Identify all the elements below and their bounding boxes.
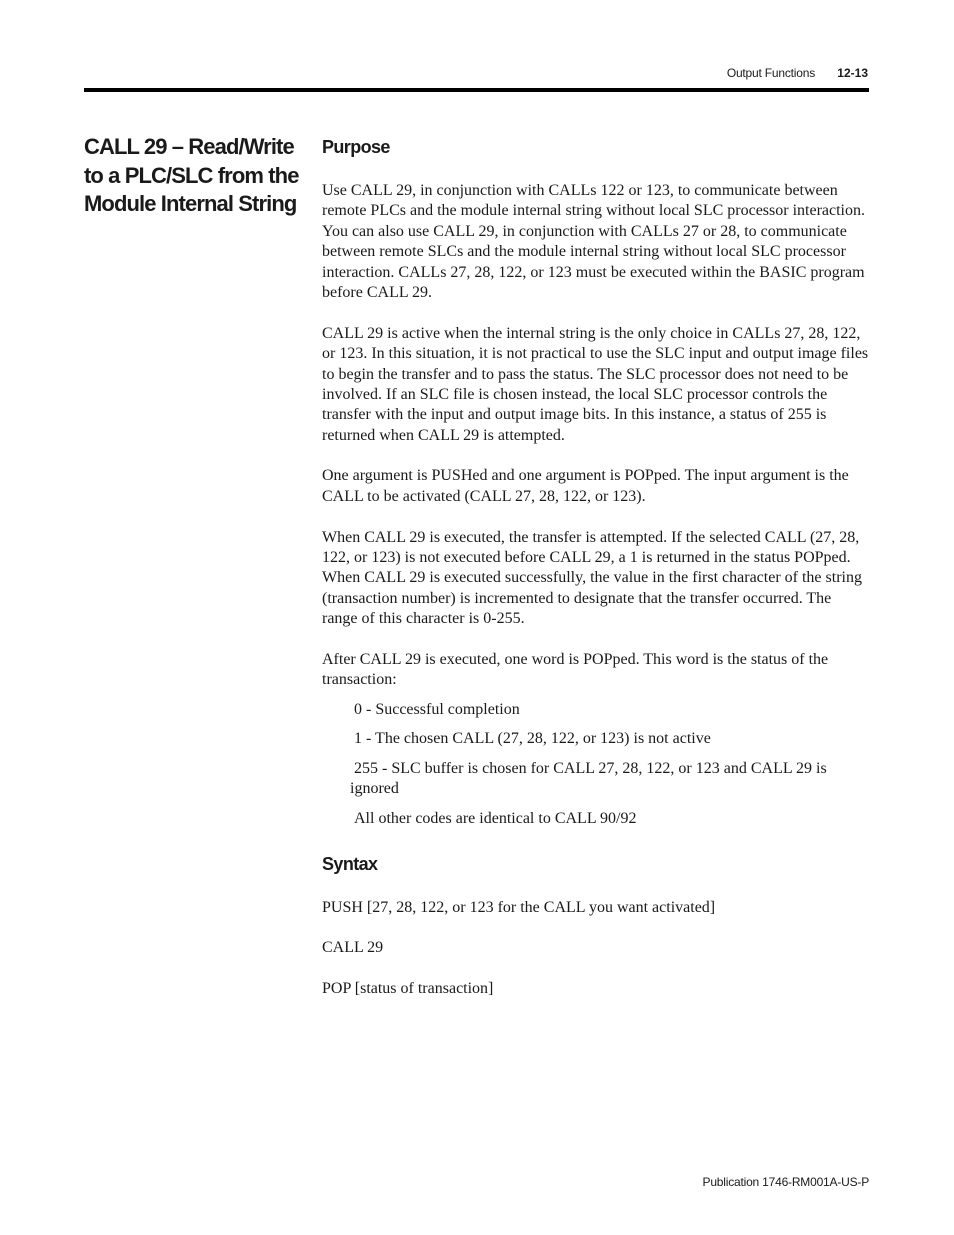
header-section-title: Output Functions bbox=[726, 66, 815, 80]
running-header bbox=[84, 64, 869, 84]
syntax-line: CALL 29 bbox=[322, 939, 384, 957]
purpose-paragraph: When CALL 29 is executed, the transfer is attempted. If the selected CALL (27, 28, 122, or 123) is not executed before CALL 29, a 1 is returned in the status POPped. When CALL 29 is executed successfully, the value in the first character of the string (transaction number) is incremented to designate that the transfer occurred. The range of this character is 0-255. bbox=[322, 528, 862, 628]
status-code-item bbox=[350, 729, 870, 749]
syntax-block bbox=[322, 898, 870, 999]
status-code-item bbox=[350, 809, 870, 829]
page-number: 12-13 bbox=[837, 66, 868, 80]
header-rule bbox=[84, 88, 869, 92]
purpose-paragraph: After CALL 29 is executed, one word is POPped. This word is the status of the transaction: bbox=[322, 650, 829, 689]
status-code-item bbox=[350, 700, 870, 720]
purpose-paragraph: CALL 29 is active when the internal string is the only choice in CALLs 27, 28, 122, or 123. In this situation, it is not practical to use the SLC input and output image files to begin the transfer and to pass the status. The SLC processor does not need to be involved. If an SLC file is chosen instead, the local SLC processor controls the transfer with the input and output image bits. In this instance, a status of 255 is returned when CALL 29 is attempted. bbox=[322, 324, 869, 444]
status-code-text: 0 - Successful completion bbox=[354, 701, 520, 719]
syntax-line: POP [status of transaction] bbox=[322, 979, 494, 997]
status-code-text: 1 - The chosen CALL (27, 28, 122, or 123) is not active bbox=[354, 730, 711, 748]
syntax-heading: Syntax bbox=[322, 854, 378, 875]
publication-footer: Publication 1746-RM001A-US-P bbox=[702, 1175, 869, 1189]
status-code-text: All other codes are identical to CALL 90/92 bbox=[354, 809, 637, 827]
purpose-paragraph: Use CALL 29, in conjunction with CALLs 122 or 123, to communicate between remote PLCs and the module internal string without local SLC processor interaction. You can also use CALL 29, in conjunction with CALLs 27 or 28, to communicate between remote SLCs and the module internal string without local SLC processor interaction. CALLs 27, 28, 122, or 123 must be executed within the BASIC program before CALL 29. bbox=[322, 182, 865, 302]
purpose-heading: Purpose bbox=[322, 137, 390, 157]
status-code-item bbox=[350, 759, 870, 800]
syntax-line: PUSH [27, 28, 122, or 123 for the CALL you want activated] bbox=[322, 899, 716, 917]
main-content bbox=[322, 135, 870, 1019]
purpose-paragraph: One argument is PUSHed and one argument is POPped. The input argument is the CALL to be activated (CALL 27, 28, 122, or 123). bbox=[322, 467, 849, 505]
section-title: CALL 29 – Read/Write to a PLC/SLC from the Module Internal String bbox=[84, 134, 299, 216]
status-code-text: 255 - SLC buffer is chosen for CALL 27, 28, 122, or 123 and CALL 29 is ignored bbox=[350, 759, 827, 798]
status-code-list bbox=[350, 700, 870, 829]
